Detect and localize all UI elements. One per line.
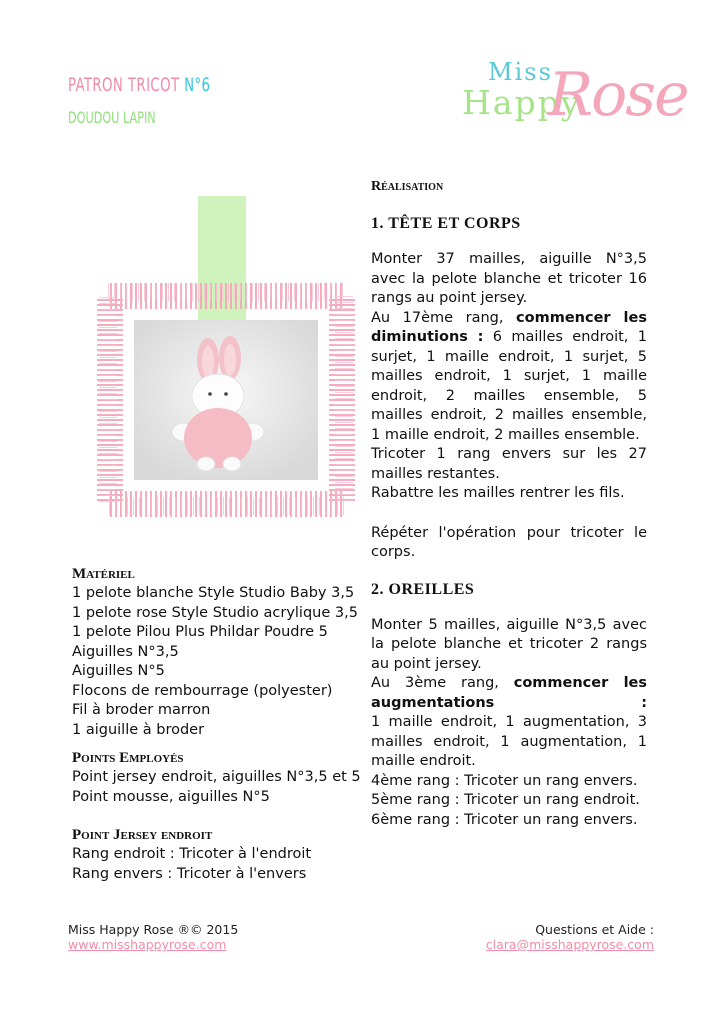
oreilles-paragraph-4: 4ème rang : Tricoter un rang envers. [371, 772, 638, 789]
points-section [72, 750, 362, 807]
realisation-heading: Réalisation [371, 179, 444, 194]
list-item: Fil à broder marron [72, 702, 211, 718]
list-item: 1 aiguille à broder [72, 721, 205, 738]
logo-miss: Miss [488, 58, 553, 86]
jersey-section [72, 827, 362, 884]
points-heading: Points Employés [72, 750, 184, 766]
list-item: Rang envers : Tricoter à l'envers [72, 865, 307, 882]
oreilles-p2-bold: commencer les augmentations : [371, 675, 647, 711]
logo-happy: Happy [462, 83, 582, 122]
list-item: Point mousse, aiguilles N°5 [72, 788, 270, 805]
title-number: N°6 [184, 74, 211, 96]
footer-right [486, 922, 654, 952]
list-item: 1 pelote Pilou Plus Phildar Poudre 5 [72, 624, 328, 640]
logo-rose: Rose [548, 60, 688, 130]
footer-copyright: Miss Happy Rose ®© 2015 [68, 922, 239, 937]
page-subtitle: DOUDOU LAPIN [68, 108, 156, 127]
oreilles-paragraph-2 [371, 674, 647, 713]
tete-paragraph-5: Répéter l'opération pour tricoter le corps. [371, 524, 647, 560]
tete-paragraph-3: Tricoter 1 rang envers sur les 27 mailles restantes. [371, 446, 647, 482]
list-item: Flocons de rembourrage (polyester) [72, 682, 333, 699]
realisation-section [371, 179, 647, 830]
tete-paragraph-1: Monter 37 mailles, aiguille N°3,5 avec la pelote blanche et tricoter 16 rangs au point jersey. [371, 251, 647, 306]
footer-left [68, 922, 238, 952]
section-title-oreilles: 2. OREILLES [371, 580, 475, 598]
tete-paragraph-4: Rabattre les mailles rentrer les fils. [371, 485, 625, 501]
tete-p2-bold: commencer les diminutions : [371, 309, 647, 345]
title-main: PATRON TRICOT [68, 74, 185, 96]
list-item: 1 pelote blanche Style Studio Baby 3,5 [72, 585, 355, 601]
oreilles-paragraph-1: Monter 5 mailles, aiguille N°3,5 avec la pelote blanche et tricoter 2 rangs au point jersey. [371, 616, 647, 672]
materiel-section [72, 566, 362, 740]
footer-help-label: Questions et Aide : [535, 922, 654, 937]
list-item: Rang endroit : Tricoter à l'endroit [72, 846, 312, 862]
tete-p2-rest: 6 mailles endroit, 1 surjet, 1 maille endroit, 1 surjet, 5 mailles endroit, 1 surjet, 1 maille endroit, 2 mailles ensemble, 5 mailles endroit, 2 mailles ensemble, 1 maille endroit, 2 mailles ensemble. [371, 329, 647, 443]
jersey-heading: Point Jersey endroit [72, 827, 213, 843]
list-item: 1 pelote rose Style Studio acrylique 3,5 [72, 604, 358, 621]
bunny-photo [78, 182, 366, 542]
materiel-heading: Matériel [72, 566, 135, 582]
brand-logo [462, 58, 688, 148]
tete-p2-intro: Au 17ème rang, [371, 309, 517, 326]
website-link[interactable]: www.misshappyrose.com [68, 937, 227, 952]
list-item: Aiguilles N°3,5 [72, 643, 179, 660]
oreilles-paragraph-5: 5ème rang : Tricoter un rang endroit. [371, 792, 640, 808]
email-link[interactable]: clara@misshappyrose.com [485, 937, 654, 952]
oreilles-paragraph-6: 6ème rang : Tricoter un rang envers. [371, 811, 638, 828]
list-item: Point jersey endroit, aiguilles N°3,5 et 5 [72, 769, 361, 785]
oreilles-p2-intro: Au 3ème rang, [371, 675, 514, 691]
list-item: Aiguilles N°5 [72, 663, 165, 679]
section-title-tete: 1. TÊTE ET CORPS [371, 215, 521, 232]
oreilles-paragraph-3: 1 maille endroit, 1 augmentation, 3 mailles endroit, 1 augmentation, 1 maille endroit. [371, 714, 647, 769]
tete-paragraph-2 [371, 309, 647, 446]
page-title [68, 74, 210, 96]
materiel-list [72, 584, 362, 740]
